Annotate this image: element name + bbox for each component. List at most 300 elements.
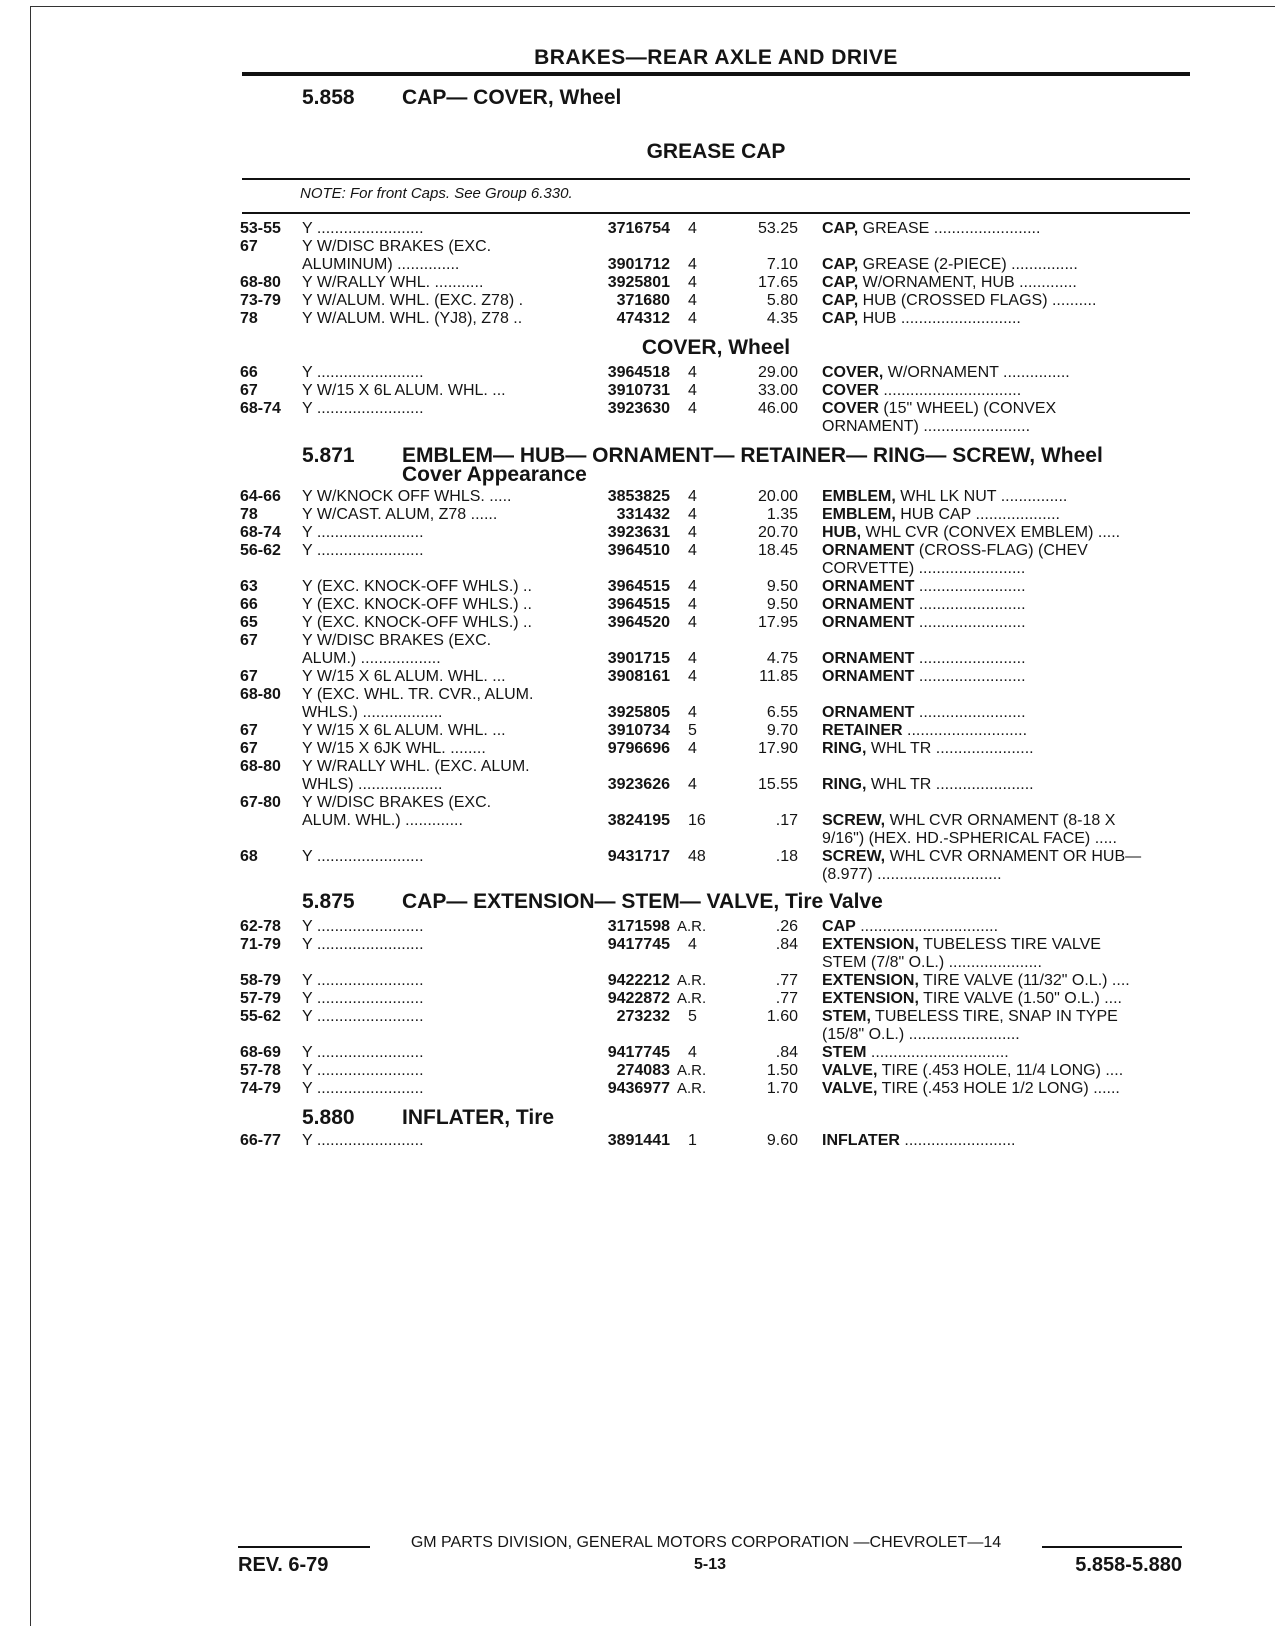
table-row (0, 560, 1280, 578)
model-years: 67 (240, 238, 258, 255)
vehicle-description: Y ........................ (302, 524, 424, 541)
table-row (0, 488, 1280, 506)
part-name-keyword: ORNAMENT (822, 542, 915, 559)
table-row (0, 596, 1280, 614)
model-years: 78 (240, 310, 258, 327)
price: 9.70 (766, 722, 798, 739)
part-name (822, 704, 1188, 722)
part-name-keyword: EXTENSION, (822, 990, 919, 1007)
part-number: 3923630 (607, 400, 670, 417)
quantity: A.R. (677, 1062, 707, 1079)
vehicle-description: Y (EXC. KNOCK-OFF WHLS.) .. (302, 614, 532, 631)
model-years: 66 (240, 596, 258, 613)
part-number: 3964515 (607, 596, 670, 613)
quantity: 4 (688, 1044, 697, 1061)
page-border-top (30, 6, 1275, 7)
quantity: 4 (688, 506, 697, 523)
quantity: 4 (688, 740, 697, 757)
part-name (822, 918, 1188, 936)
part-name (822, 990, 1188, 1008)
model-years: 64-66 (240, 488, 281, 505)
part-name-keyword: VALVE, (822, 1062, 878, 1079)
footer-publisher: GM PARTS DIVISION, GENERAL MOTORS CORPORATION —CHEVROLET—14 (410, 1534, 1002, 1551)
section-number: 5.871 (302, 444, 355, 467)
price: 20.00 (757, 488, 798, 505)
table-row (0, 238, 1280, 256)
quantity: 4 (688, 524, 697, 541)
part-name (822, 954, 1188, 972)
model-years: 55-62 (240, 1008, 281, 1025)
table-row (0, 364, 1280, 382)
part-name-detail: GREASE (2-PIECE) ............... (858, 256, 1078, 273)
quantity: 4 (688, 614, 697, 631)
part-name-keyword: EMBLEM, (822, 506, 896, 523)
table-row (0, 866, 1280, 884)
part-name (822, 542, 1188, 560)
part-name-keyword: ORNAMENT (822, 578, 915, 595)
part-name-detail: W/ORNAMENT, HUB ............. (858, 274, 1077, 291)
part-name (822, 1080, 1188, 1098)
table-row (0, 918, 1280, 936)
part-name (822, 256, 1188, 274)
section-number: 5.875 (302, 890, 355, 913)
part-name (822, 274, 1188, 292)
part-name (822, 722, 1188, 740)
vehicle-description: Y W/15 X 6L ALUM. WHL. ... (302, 722, 506, 739)
part-name-detail: ........................... (902, 722, 1028, 739)
part-name-detail: TUBELESS TIRE, SNAP IN TYPE (870, 1008, 1118, 1025)
part-name-keyword: ORNAMENT (822, 596, 915, 613)
part-number: 3925805 (607, 704, 670, 721)
part-number: 3964515 (607, 578, 670, 595)
section-number: 5.858 (302, 86, 355, 109)
quantity: 4 (688, 596, 697, 613)
part-name (822, 614, 1188, 632)
model-years: 68-69 (240, 1044, 281, 1061)
part-name-detail: CORVETTE) ........................ (822, 560, 1026, 577)
vehicle-description: ALUMINUM) .............. (302, 256, 460, 273)
part-name (822, 668, 1188, 686)
part-name (822, 830, 1188, 848)
part-number: 9796696 (607, 740, 670, 757)
table-row (0, 292, 1280, 310)
part-name-detail: GREASE ........................ (858, 220, 1041, 237)
price: 4.75 (766, 650, 798, 667)
part-name (822, 596, 1188, 614)
part-number: 9417745 (607, 936, 670, 953)
table-row (0, 418, 1280, 436)
table-row (0, 256, 1280, 274)
part-name-detail: ........................ (914, 650, 1026, 667)
table-row (0, 722, 1280, 740)
part-name-keyword: SCREW, (822, 848, 886, 865)
subheading-grease-cap: GREASE CAP (646, 140, 786, 163)
table-row (0, 274, 1280, 292)
part-name-keyword: EXTENSION, (822, 972, 919, 989)
price: 1.50 (766, 1062, 798, 1079)
section-number: 5.880 (302, 1106, 355, 1129)
price: 18.45 (757, 542, 798, 559)
part-number: 474312 (616, 310, 670, 327)
footer-page-number: 5-13 (693, 1556, 727, 1573)
price: 11.85 (759, 668, 798, 685)
price: 6.55 (766, 704, 798, 721)
part-name-keyword: ORNAMENT (822, 650, 915, 667)
model-years: 63 (240, 578, 258, 595)
part-number: 3824195 (607, 812, 670, 829)
section-heading-5880 (302, 1106, 554, 1130)
table-row (0, 1008, 1280, 1026)
part-name-detail: WHL TR ...................... (866, 740, 1034, 757)
vehicle-description: Y W/15 X 6L ALUM. WHL. ... (302, 668, 506, 685)
table-row (0, 990, 1280, 1008)
part-number: 9431717 (607, 848, 670, 865)
model-years: 68-74 (240, 400, 281, 417)
price: 46.00 (757, 400, 798, 417)
footer-rule-left (238, 1546, 370, 1548)
quantity: 5 (688, 1008, 697, 1025)
price: 53.25 (757, 220, 798, 237)
table-row (0, 506, 1280, 524)
quantity: 4 (688, 650, 697, 667)
section-title: EMBLEM— HUB— ORNAMENT— RETAINER— RING— SCREW, Wheel (402, 444, 1103, 467)
price: 20.70 (757, 524, 798, 541)
part-name-keyword: ORNAMENT (822, 704, 915, 721)
part-name (822, 1044, 1188, 1062)
vehicle-description: Y ........................ (302, 918, 424, 935)
section-heading-5858 (302, 86, 621, 110)
part-name (822, 740, 1188, 758)
model-years: 66 (240, 364, 258, 381)
vehicle-description: ALUM.) .................. (302, 650, 441, 667)
part-name-detail: ORNAMENT) ........................ (822, 418, 1031, 435)
price: .77 (775, 972, 798, 989)
part-name-keyword: EXTENSION, (822, 936, 919, 953)
table-row (0, 542, 1280, 560)
model-years: 62-78 (240, 918, 281, 935)
part-name-detail: HUB CAP ................... (895, 506, 1060, 523)
part-name (822, 488, 1188, 506)
vehicle-description: Y ........................ (302, 972, 424, 989)
price: .18 (775, 848, 798, 865)
part-name (822, 524, 1188, 542)
part-name-detail: TIRE (.453 HOLE, 11/4 LONG) .... (877, 1062, 1124, 1079)
part-name-keyword: STEM, (822, 1008, 871, 1025)
vehicle-description: Y ........................ (302, 1062, 424, 1079)
part-name (822, 292, 1188, 310)
vehicle-description: ALUM. WHL.) ............. (302, 812, 463, 829)
quantity: A.R. (677, 918, 707, 935)
vehicle-description: Y W/ALUM. WHL. (YJ8), Z78 .. (302, 310, 523, 327)
part-name-detail: WHL CVR ORNAMENT (8-18 X (885, 812, 1116, 829)
part-name (822, 1026, 1188, 1044)
part-name-detail: (8.977) ............................ (822, 866, 1002, 883)
vehicle-description: WHLS) ................... (302, 776, 443, 793)
vehicle-description: Y ........................ (302, 364, 424, 381)
price: .17 (775, 812, 798, 829)
table-rule-bottom (242, 212, 1190, 214)
table-row (0, 830, 1280, 848)
part-name (822, 506, 1188, 524)
table-row (0, 614, 1280, 632)
part-name-detail: ............................... (855, 918, 999, 935)
vehicle-description: Y ........................ (302, 1080, 424, 1097)
table-rule-top (242, 178, 1190, 180)
vehicle-description: Y W/15 X 6JK WHL. ........ (302, 740, 486, 757)
part-name-keyword: STEM (822, 1044, 867, 1061)
part-name (822, 364, 1188, 382)
model-years: 68-80 (240, 686, 281, 703)
price: 17.95 (757, 614, 798, 631)
price: 9.50 (766, 596, 798, 613)
quantity: 4 (688, 488, 697, 505)
part-name-keyword: CAP, (822, 220, 859, 237)
vehicle-description: Y W/CAST. ALUM, Z78 ...... (302, 506, 498, 523)
note-text: NOTE: For front Caps. See Group 6.330. (300, 185, 573, 202)
vehicle-description: Y W/KNOCK OFF WHLS. ..... (302, 488, 512, 505)
table-row (0, 1062, 1280, 1080)
model-years: 68-80 (240, 758, 281, 775)
table-row (0, 848, 1280, 866)
vehicle-description: Y (EXC. KNOCK-OFF WHLS.) .. (302, 596, 532, 613)
model-years: 78 (240, 506, 258, 523)
part-name-keyword: RING, (822, 740, 867, 757)
vehicle-description: Y W/RALLY WHL. ........... (302, 274, 484, 291)
part-number: 273232 (616, 1008, 670, 1025)
part-name (822, 400, 1188, 418)
model-years: 67 (240, 382, 258, 399)
part-number: 3901715 (607, 650, 670, 667)
part-name-keyword: CAP, (822, 256, 859, 273)
quantity: 4 (688, 776, 697, 793)
part-name (822, 936, 1188, 954)
part-number: 3716754 (607, 220, 670, 237)
part-number: 3910734 (607, 722, 670, 739)
table-row (0, 1026, 1280, 1044)
part-name-detail: W/ORNAMENT ............... (883, 364, 1070, 381)
table-row (0, 578, 1280, 596)
vehicle-description: Y W/15 X 6L ALUM. WHL. ... (302, 382, 506, 399)
table-row (0, 524, 1280, 542)
part-name-detail: ........................ (914, 614, 1026, 631)
part-name (822, 650, 1188, 668)
part-name (822, 578, 1188, 596)
model-years: 53-55 (240, 220, 281, 237)
quantity: 4 (688, 668, 697, 685)
table-row (0, 936, 1280, 954)
part-name (822, 418, 1188, 436)
table-row (0, 972, 1280, 990)
section-title-continued: Cover Appearance (402, 463, 587, 486)
part-name-detail: HUB ........................... (858, 310, 1021, 327)
part-name (822, 848, 1188, 866)
vehicle-description: WHLS.) .................. (302, 704, 443, 721)
part-name-keyword: VALVE, (822, 1080, 878, 1097)
part-name-keyword: EMBLEM, (822, 488, 896, 505)
part-name-keyword: COVER (822, 382, 879, 399)
price: 29.00 (757, 364, 798, 381)
vehicle-description: Y (EXC. WHL. TR. CVR., ALUM. (302, 686, 534, 703)
price: .77 (775, 990, 798, 1007)
quantity: 4 (688, 382, 697, 399)
page-header: BRAKES—REAR AXLE AND DRIVE (534, 46, 898, 69)
part-name-detail: WHL TR ...................... (866, 776, 1034, 793)
table-row (0, 1132, 1280, 1150)
part-name-keyword: CAP (822, 918, 856, 935)
table-row (0, 382, 1280, 400)
part-number: 3923626 (607, 776, 670, 793)
part-number: 371680 (616, 292, 670, 309)
vehicle-description: Y ........................ (302, 1008, 424, 1025)
part-name-detail: TIRE VALVE (1.50" O.L.) .... (918, 990, 1122, 1007)
table-row (0, 400, 1280, 418)
part-name-detail: (CROSS-FLAG) (CHEV (914, 542, 1088, 559)
quantity: 4 (688, 274, 697, 291)
vehicle-description: Y W/DISC BRAKES (EXC. (302, 794, 492, 811)
table-row (0, 650, 1280, 668)
part-name-keyword: RING, (822, 776, 867, 793)
vehicle-description: Y ........................ (302, 220, 424, 237)
part-number: 3923631 (607, 524, 670, 541)
section-title: CAP— EXTENSION— STEM— VALVE, Tire Valve (402, 890, 883, 913)
vehicle-description: Y ........................ (302, 1132, 424, 1149)
table-row (0, 1080, 1280, 1098)
part-name-keyword: RETAINER (822, 722, 903, 739)
quantity: A.R. (677, 990, 707, 1007)
section-heading-5875 (302, 890, 883, 914)
part-name-detail: TIRE VALVE (11/32" O.L.) .... (918, 972, 1130, 989)
price: 5.80 (766, 292, 798, 309)
table-row (0, 776, 1280, 794)
model-years: 67-80 (240, 794, 281, 811)
part-name-detail: WHL CVR ORNAMENT OR HUB— (885, 848, 1142, 865)
vehicle-description: Y W/DISC BRAKES (EXC. (302, 632, 492, 649)
part-name-keyword: CAP, (822, 274, 859, 291)
quantity: 4 (688, 364, 697, 381)
price: 17.90 (757, 740, 798, 757)
model-years: 74-79 (240, 1080, 281, 1097)
part-number: 3964518 (607, 364, 670, 381)
part-name-detail: TUBELESS TIRE VALVE (918, 936, 1101, 953)
quantity: 48 (688, 848, 706, 865)
price: .84 (775, 1044, 798, 1061)
part-name-keyword: SCREW, (822, 812, 886, 829)
part-number: 3964510 (607, 542, 670, 559)
section-title: CAP— COVER, Wheel (402, 86, 622, 109)
subheading-cover-wheel: COVER, Wheel (641, 336, 791, 359)
part-number: 9436977 (607, 1080, 670, 1097)
price: .26 (775, 918, 798, 935)
price: 17.65 (757, 274, 798, 291)
table-row (0, 740, 1280, 758)
part-name-detail: ............................... (866, 1044, 1009, 1061)
table-row (0, 954, 1280, 972)
part-name-detail: WHL LK NUT ............... (895, 488, 1068, 505)
vehicle-description: Y (EXC. KNOCK-OFF WHLS.) .. (302, 578, 532, 595)
vehicle-description: Y ........................ (302, 1044, 424, 1061)
quantity: A.R. (677, 1080, 707, 1097)
part-name-detail: (15/8" O.L.) ......................... (822, 1026, 1020, 1043)
part-name-detail: ........................ (914, 596, 1026, 613)
part-number: 3910731 (607, 382, 670, 399)
quantity: 4 (688, 310, 697, 327)
model-years: 67 (240, 632, 258, 649)
model-years: 57-79 (240, 990, 281, 1007)
model-years: 71-79 (240, 936, 281, 953)
footer-revision: REV. 6-79 (238, 1554, 329, 1576)
table-row (0, 686, 1280, 704)
vehicle-description: Y ........................ (302, 848, 424, 865)
model-years: 57-78 (240, 1062, 281, 1079)
quantity: 4 (688, 578, 697, 595)
part-name (822, 560, 1188, 578)
part-number: 274083 (616, 1062, 670, 1079)
part-name-keyword: INFLATER (822, 1132, 900, 1149)
part-name-keyword: COVER (822, 400, 879, 417)
part-name-detail: ........................ (914, 578, 1026, 595)
part-name (822, 1132, 1188, 1150)
table-row (0, 704, 1280, 722)
model-years: 73-79 (240, 292, 281, 309)
part-number: 3891441 (607, 1132, 670, 1149)
footer-rule-right (1042, 1546, 1182, 1548)
model-years: 66-77 (240, 1132, 281, 1149)
quantity: 5 (688, 722, 697, 739)
part-number: 3853825 (607, 488, 670, 505)
table-row (0, 220, 1280, 238)
quantity: 4 (688, 220, 697, 237)
part-name-detail: HUB (CROSSED FLAGS) .......... (858, 292, 1097, 309)
part-name-keyword: ORNAMENT (822, 614, 915, 631)
table-row (0, 310, 1280, 328)
price: 9.50 (766, 578, 798, 595)
quantity: 4 (688, 256, 697, 273)
part-number: 3901712 (607, 256, 670, 273)
model-years: 58-79 (240, 972, 281, 989)
part-name-detail: ........................ (914, 668, 1026, 685)
vehicle-description: Y ........................ (302, 936, 424, 953)
price: 1.70 (766, 1080, 798, 1097)
vehicle-description: Y W/RALLY WHL. (EXC. ALUM. (302, 758, 530, 775)
price: 1.60 (766, 1008, 798, 1025)
part-name-detail: TIRE (.453 HOLE 1/2 LONG) ...... (877, 1080, 1120, 1097)
table-row (0, 794, 1280, 812)
part-number: 9417745 (607, 1044, 670, 1061)
quantity: 1 (688, 1132, 697, 1149)
part-name-keyword: CAP, (822, 292, 859, 309)
table-row (0, 758, 1280, 776)
model-years: 67 (240, 740, 258, 757)
part-number: 3908161 (607, 668, 670, 685)
section-title: INFLATER, Tire (402, 1106, 555, 1129)
price: 9.60 (766, 1132, 798, 1149)
part-number: 3964520 (607, 614, 670, 631)
vehicle-description: Y W/ALUM. WHL. (EXC. Z78) . (302, 292, 524, 309)
part-name-detail: ............................... (878, 382, 1022, 399)
part-number: 331432 (616, 506, 670, 523)
header-rule (242, 72, 1190, 76)
table-row (0, 812, 1280, 830)
part-number: 9422212 (607, 972, 670, 989)
part-number: 3171598 (607, 918, 670, 935)
quantity: 4 (688, 542, 697, 559)
quantity: 16 (688, 812, 706, 829)
part-name (822, 220, 1188, 238)
part-name-keyword: CAP, (822, 310, 859, 327)
part-name-detail: 9/16") (HEX. HD.-SPHERICAL FACE) ..... (822, 830, 1117, 847)
quantity: 4 (688, 292, 697, 309)
part-name-detail: (15" WHEEL) (CONVEX (878, 400, 1057, 417)
